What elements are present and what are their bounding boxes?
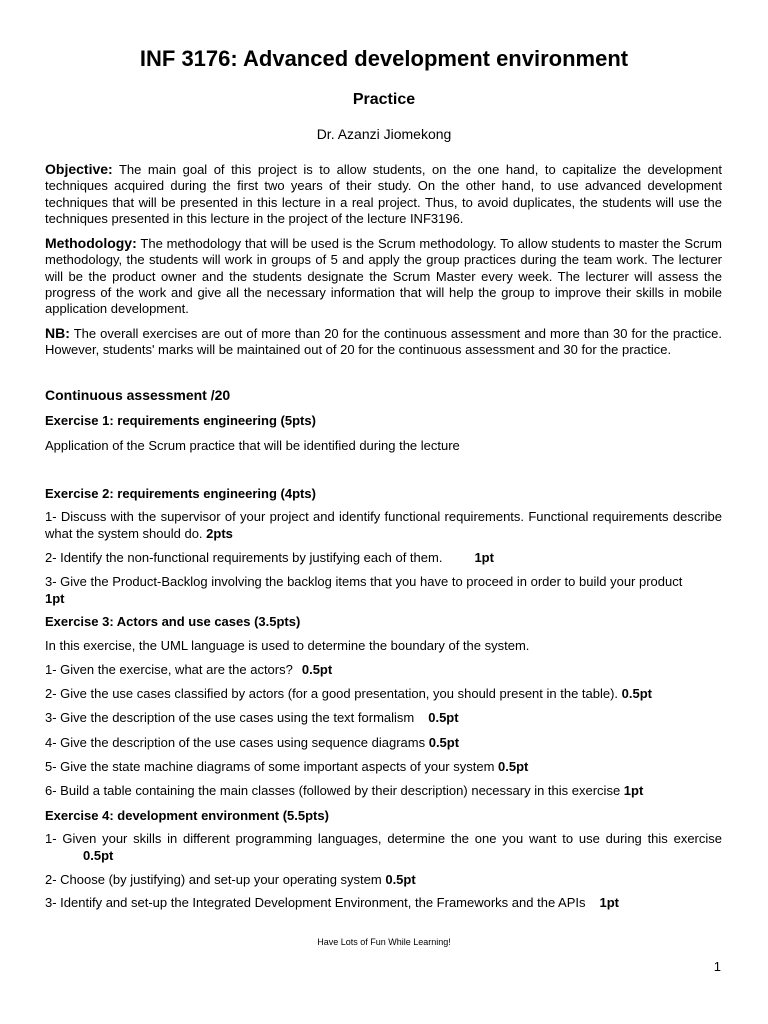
exercise-1-title: Exercise 1: requirements engineering (5pts) [45, 413, 316, 428]
methodology-text: The methodology that will be used is the Scrum methodology. To allow students to master the Scrum methodology, the students will work in groups of 5 and apply the group practices during the team work. The lecturer will be the product owner and the students designate the Scrum Master every week. The lecturer will assess the progress of the work and give all the necessary information that will help the group to improve their skills in mobile application development. [45, 236, 722, 317]
question-text: 4- Give the description of the use cases using sequence diagrams [45, 735, 429, 750]
points-label: 1pt [599, 895, 620, 910]
exercise-3-question-3 [45, 710, 722, 727]
exercise-2-title: Exercise 2: requirements engineering (4pts) [45, 486, 316, 501]
points-label: 0.5pt [301, 662, 333, 677]
methodology-paragraph [45, 235, 722, 317]
exercise-3-intro: In this exercise, the UML language is used to determine the boundary of the system. [45, 638, 530, 653]
nb-label: NB: [45, 325, 70, 341]
footer-motto: Have Lots of Fun While Learning! [317, 937, 451, 947]
question-text: 3- Give the Product-Backlog involving the backlog items that you have to proceed in order to build your product [45, 574, 683, 589]
points-label: 0.5pt [83, 847, 114, 863]
question-text: 1- Given your skills in different programming languages, determine the one you want to use during this exercise [45, 831, 722, 846]
exercise-2-question-1 [45, 509, 722, 542]
exercise-3-title: Exercise 3: Actors and use cases (3.5pts) [45, 614, 301, 629]
question-text: 3- Identify and set-up the Integrated Development Environment, the Frameworks and the APIs [45, 895, 586, 910]
points-label: 1pt [474, 550, 494, 565]
exercise-4-question-1 [45, 831, 722, 864]
page-number: 1 [713, 959, 721, 974]
exercise-2-question-3 [45, 574, 722, 607]
points-label: 1pt [45, 590, 65, 606]
question-text: 3- Give the description of the use cases using the text formalism [45, 710, 415, 725]
points-label: 0.5pt [428, 735, 460, 750]
question-text: 2- Give the use cases classified by actors (for a good presentation, you should present in the table). [45, 686, 622, 701]
exercise-3-question-6 [45, 783, 722, 800]
points-label: 0.5pt [428, 710, 459, 725]
question-text: 2- Choose (by justifying) and set-up your operating system [45, 872, 386, 887]
nb-paragraph [45, 325, 722, 359]
question-text: 1- Discuss with the supervisor of your project and identify functional requirements. Functional requirements describe what the system should do. [45, 509, 722, 541]
exercise-3-question-4 [45, 735, 722, 752]
points-label: 0.5pt [498, 759, 529, 774]
question-text: 1- Given the exercise, what are the actors? [45, 662, 293, 677]
exercise-1-text: Application of the Scrum practice that will be identified during the lecture [45, 438, 460, 453]
exercise-2-question-2 [45, 550, 722, 567]
exercise-4-title: Exercise 4: development environment (5.5pts) [45, 808, 329, 823]
exercise-4-question-2 [45, 872, 722, 889]
exercise-3-question-1 [45, 662, 722, 679]
question-text: 6- Build a table containing the main classes (followed by their description) necessary in this exercise [45, 783, 624, 798]
points-label: 1pt [623, 783, 644, 798]
page-title: INF 3176: Advanced development environment [139, 46, 629, 71]
author-name: Dr. Azanzi Jiomekong [316, 126, 452, 142]
methodology-label: Methodology: [45, 235, 137, 251]
exercise-3-question-5 [45, 759, 722, 776]
section-heading: Continuous assessment /20 [45, 387, 231, 403]
objective-text: The main goal of this project is to allow students, on the one hand, to capitalize the development techniques acquired during the first two years of their study. On the other hand, to use advanced development techniques that will be presented in this lecture in a real project. Thus, to avoid duplicates, the students will use the techniques presented in this lecture in the project of the lecture INF3196. [45, 162, 722, 226]
exercise-4-question-3 [45, 895, 722, 912]
exercise-3-question-2 [45, 686, 722, 703]
points-label: 0.5pt [385, 872, 416, 887]
question-text: 2- Identify the non-functional requirements by justifying each of them. [45, 550, 443, 565]
page-subtitle: Practice [352, 91, 416, 108]
points-label: 0.5pt [621, 686, 652, 701]
objective-label: Objective: [45, 161, 113, 177]
question-text: 5- Give the state machine diagrams of some important aspects of your system [45, 759, 499, 774]
points-label: 2pts [206, 525, 233, 541]
objective-paragraph [45, 161, 722, 227]
nb-text: The overall exercises are out of more than 20 for the continuous assessment and more than 30 for the practice. However, students' marks will be maintained out of 20 for the continuous assessment and 30 for the practice. [45, 326, 722, 358]
